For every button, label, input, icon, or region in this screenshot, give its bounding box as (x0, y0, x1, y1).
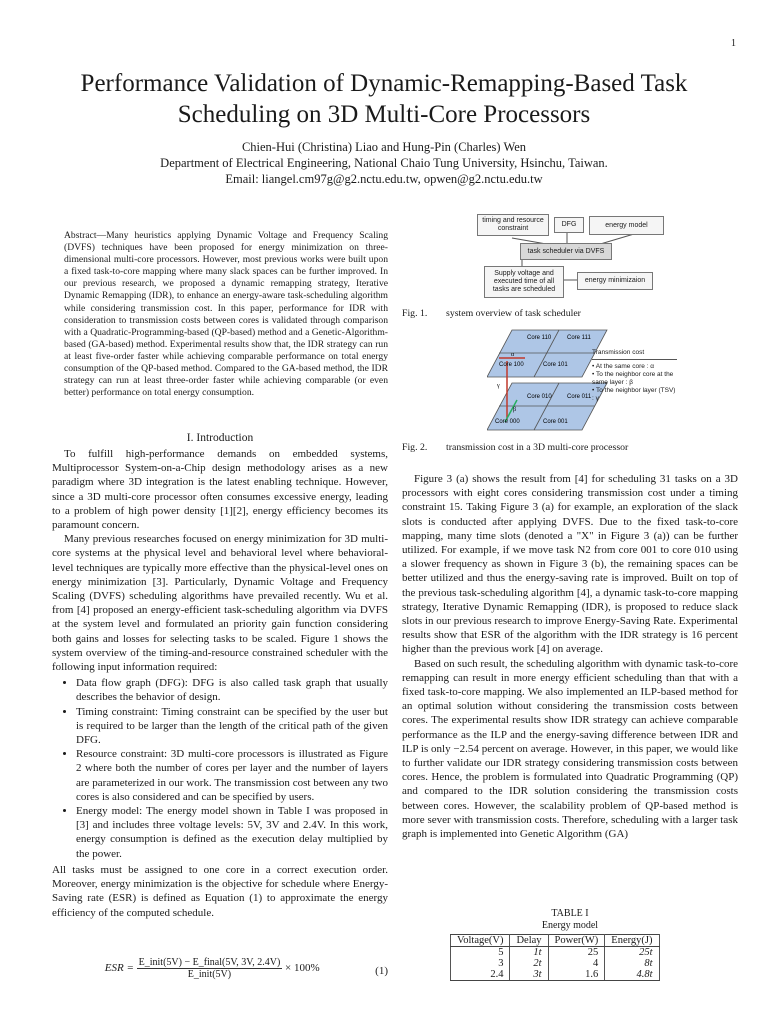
legend-item: • At the same core : α (592, 363, 655, 370)
task-scheduler-box: task scheduler via DVFS (520, 243, 612, 260)
section-heading-introduction: I. Introduction (186, 432, 254, 444)
table-cell: 3 (451, 958, 510, 969)
paper-title: Performance Validation of Dynamic-Remapping-Based Task Scheduling on 3D Multi-Core Processors (80, 70, 688, 128)
page-number: 1 (731, 38, 736, 49)
list-item: • Energy model: The energy model shown in Table I was proposed in [3] and includes three voltage levels: 5V, 3V and 2.4V. In this work, energy consumption is defined as the execution delay multiplied by the power. (76, 804, 388, 861)
figure-2-caption (402, 442, 628, 453)
table-cell: 4.8t (605, 969, 659, 981)
table-cell: 25t (605, 947, 659, 959)
legend-title: Transmission cost (592, 349, 677, 360)
core-label: Core 101 (543, 362, 568, 368)
figure-2-diagram (402, 325, 738, 433)
column-header: Delay (510, 935, 548, 947)
table-cell: 2.4 (451, 969, 510, 981)
table-cell: 2t (510, 958, 548, 969)
table-cell: 8t (605, 958, 659, 969)
author-names: Chien-Hui (Christina) Liao and Hung-Pin (Charles) Wen (241, 140, 527, 154)
table-1-label: TABLE I (551, 908, 589, 919)
table-1 (450, 934, 660, 981)
equation-number: (1) (375, 965, 388, 977)
equation-lhs: ESR = (104, 962, 134, 975)
equation-denominator: E_init(5V) (187, 969, 232, 980)
figure-1-caption-text: system overview of task scheduler (446, 308, 581, 319)
figure-2-caption-text: transmission cost in a 3D multi-core processor (446, 442, 629, 453)
table-header-row (451, 935, 660, 947)
affiliation: Department of Electrical Engineering, National Chaio Tung University, Hsinchu, Taiwan. (160, 156, 608, 170)
figure-1-diagram (402, 210, 738, 305)
energy-minimization-box: energy minimizaion (577, 272, 653, 290)
core-label: Core 000 (495, 419, 520, 425)
paragraph: To fulfill high-performance demands on embedded systems, Multiprocessor System-on-a-Chip design methodology arises as a new paradigm where 3D integration is the latest enabling technique. However, since a 3D multi-core processor often consumes excessive energy, leading to a problem of high power density [1][2], energy efficiency becomes its paramount concern. (52, 448, 388, 532)
figure-1-label: Fig. 1. (402, 308, 428, 319)
paragraph: Many previous researches focused on energy minimization for 3D multi-core systems at the physical level and behavioral level where behavioral-level techniques are typically more effective than the physical-level ones on energy minimization [3]. Particularly, Dynamic Voltage and Frequency Scaling (DVFS) scheduling algorithms have prevailed recently. Wu et al. from [4] proposed an energy-efficient task-scheduling algorithm via DVFS at the system level and formulated an priority gain function considering both gains and losses for selecting tasks to be scaled. Figure 1 shows the system overview of the timing-and-resource constrained scheduler with the following input information required: (52, 533, 388, 674)
gamma-label: γ (497, 383, 500, 389)
table-1-title: Energy model (541, 920, 599, 931)
energy-model-box: energy model (589, 216, 664, 235)
legend-item: • To the neighbor layer (TSV) : γ (592, 387, 676, 402)
legend-item: • To the neighbor core at the same layer : β (592, 371, 674, 386)
core-label: Core 100 (499, 362, 524, 368)
table-cell: 4 (548, 958, 605, 969)
transmission-legend (592, 349, 677, 403)
paragraph: Based on such result, the scheduling algorithm with dynamic task-to-core remapping can result in more energy efficient scheduling than that with a fixed task-to-core mapping. We also implemented an ILP-based method for an optimal solution without considering the transmission costs between cores. The experimental results show IDR strategy can achieve comparable performance as the ILP and the energy-saving difference between IDR and ILP is only −2.54 percent on average. However, in this paper, we would like to further validate our IDR strategy considering transmission costs between cores. Hence, the problem is formulated into Quadratic Programming (QP) and compared to the IDR solution considering the transmission costs between cores. However, the scalability problem of QP-based method is more sever with transmission costs. Therefore, scheduling with a larger task graph is implemented into Genetic Algorithm (GA) (402, 657, 738, 841)
figure-1-caption (402, 308, 581, 319)
table-cell: 25 (548, 947, 605, 959)
left-column-body (52, 447, 388, 920)
email: Email: liangel.cm97g@g2.nctu.edu.tw, opwen@g2.nctu.edu.tw (225, 172, 543, 186)
core-label: Core 010 (527, 394, 552, 400)
paragraph: All tasks must be assigned to one core in a correct execution order. Moreover, energy minimization is the objective for schedule where Energy-Saving rate (ESR) is defined as Equation (1) to approximate the energy efficiency of the computed schedule. (52, 863, 388, 919)
table-cell: 1t (510, 947, 548, 959)
equation-tail: × 100% (285, 962, 320, 975)
column-header: Energy(J) (605, 935, 659, 947)
equation-fraction (137, 957, 283, 980)
list-item: • Timing constraint: Timing constraint can be specified by the user but is required to be larger than the length of the critical path of the given DFG. (76, 705, 388, 748)
table-cell: 3t (510, 969, 548, 981)
author-block (40, 139, 728, 187)
list-item: • Resource constraint: 3D multi-core processors is illustrated as Figure 2 where both the number of cores per layer and the number of layers are parameterized in our work. The transmission cost between any two cores is also considered and can be specified by users. (76, 747, 388, 804)
table-cell: 5 (451, 947, 510, 959)
core-label: Core 011 (567, 394, 592, 400)
column-header: Voltage(V) (451, 935, 510, 947)
input-list (52, 676, 388, 861)
column-header: Power(W) (548, 935, 605, 947)
table-row (451, 947, 660, 959)
table-row (451, 969, 660, 981)
dfg-box: DFG (554, 217, 584, 233)
paragraph: Figure 3 (a) shows the result from [4] for scheduling 31 tasks on a 3D processors with eight cores considering transmission cost under a timing constraint 15. Taking Figure 3 (a) for example, an exploration of the slack slots is conducted after applying DVFS. Due to the fixed task-to-core mapping, many time slots (denoted a "X" in Figure 3 (a)) can be further utilized. For example, if we move task N2 from core 001 to core 010 using a slower frequency as shown in Figure 3 (b), the remaining spaces can be better utilized and thus the energy-saving rate is improved. Built on top of the previous task-scheduling algorithm [4], a dynamic task-to-core mapping strategy, Iterative Dynamic Remapping (IDR), is proposed to reduce slack slots in our previous research to improve Energy-Saving Rate. Experimental results show that ESR of the algorithm with the IDR strategy is 16 percent higher than the previous work [4] on average. (402, 473, 738, 656)
supply-voltage-box: Supply voltage and executed time of all tasks are scheduled (484, 266, 564, 298)
timing-constraint-box: timing and resource constraint (477, 214, 549, 236)
energy-model-table (450, 934, 660, 981)
core-label: Core 110 (527, 335, 552, 341)
core-label: Core 111 (567, 335, 591, 341)
beta-label: β (513, 407, 517, 413)
table-cell: 1.6 (548, 969, 605, 981)
abstract: Abstract—Many heuristics applying Dynamic Voltage and Frequency Scaling (DVFS) techniques have been proposed for energy minimization on three-dimensional multi-core processors. However, most previous works were built upon a fixed task-to-core mapping where many slack spaces can be further improved. In our previous research, we proposed a dynamic remapping strategy, Iterative Dynamic Remapping (IDR), to enhance an energy-aware task-scheduling algorithm while considering transmission cost. In this paper, performance for IDR with consideration to transmission costs between cores is validated through comparison with a Quadratic-Programming-based (QP-based) method and a Genetic-Algorithm-based (GA-based) method. Experimental results show that, the IDR strategy can run at least five-order faster while achieving comparable performance on total energy consumption of the QP-based method. Compared to the GA-based method, the IDR strategy can run at least three-order faster while achieving comparable (or even better) performance on total energy consumption. (64, 230, 388, 399)
equation-numerator: E_init(5V) − E_final(5V, 3V, 2.4V) (138, 957, 281, 968)
alpha-label: α (511, 352, 515, 358)
core-label: Core 001 (543, 419, 568, 425)
table-1-caption (402, 908, 738, 932)
right-column-body (402, 472, 738, 841)
table-row (451, 958, 660, 969)
figure-2-label: Fig. 2. (402, 442, 428, 453)
equation-esr (52, 957, 388, 980)
list-item: • Data flow graph (DFG): DFG is also called task graph that usually describes the behavior of design. (76, 676, 388, 704)
